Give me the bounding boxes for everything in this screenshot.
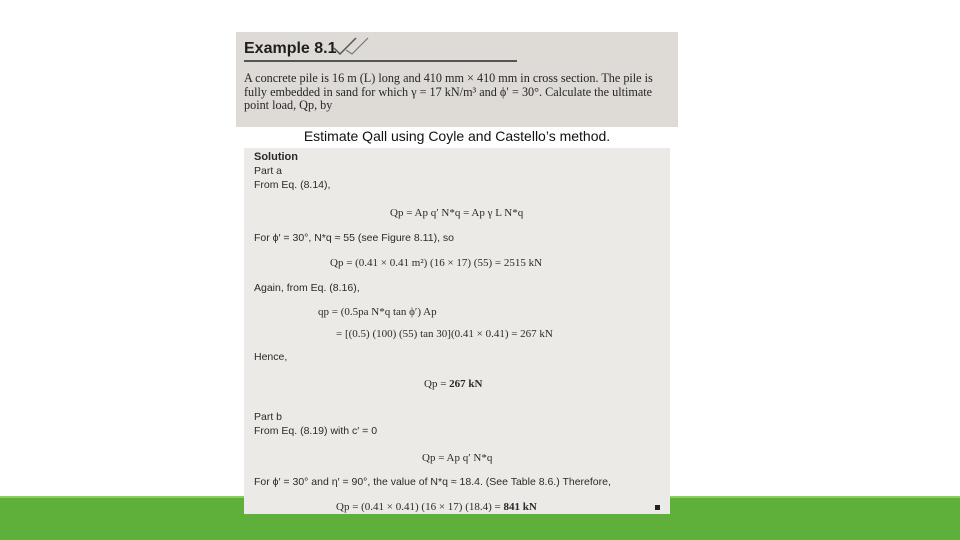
problem-scan-image	[236, 32, 678, 132]
equation-qp-part-b: Qp = Ap q′ N*q	[422, 452, 493, 464]
equation-qp-result-a	[424, 378, 482, 390]
equation-qp-result-a-label: Qp =	[424, 378, 450, 390]
for-phi-text: For ϕ′ = 30°, N*q ≈ 55 (see Figure 8.11), so	[254, 232, 454, 244]
slide-caption: Estimate Qall using Coyle and Castello’s method.	[236, 127, 678, 145]
part-a-label: Part a	[254, 165, 283, 177]
equation-qp-result-b-value: 841 kN	[503, 501, 537, 513]
part-b-label: Part b	[254, 411, 283, 423]
checkmark-icon	[332, 36, 372, 56]
for-phi-part-b-text: For ϕ′ = 30° and η′ = 90°, the value of N*q ≈ 18.4. (See Table 8.6.) Therefore,	[254, 476, 611, 488]
example-title: Example 8.1	[244, 40, 337, 57]
problem-statement: A concrete pile is 16 m (L) long and 410 mm × 410 mm in cross section. The pile is fully embedded in sand for which γ = 17 kN/m³ and ϕ′ = 30°. Calculate the ultimate point load, Qp, by	[244, 71, 653, 112]
again-from-eq-8-16: Again, from Eq. (8.16),	[254, 282, 360, 294]
end-of-example-mark	[655, 505, 660, 510]
equation-qp-2515: Qp = (0.41 × 0.41 m²) (16 × 17) (55) = 2515 kN	[330, 257, 543, 269]
equation-qp-result-b	[336, 501, 537, 513]
equation-qp-267: = [(0.5) (100) (55) tan 30](0.41 × 0.41) = 267 kN	[336, 328, 553, 340]
equation-qp-result-a-value: 267 kN	[449, 378, 483, 390]
from-eq-8-19: From Eq. (8.19) with c′ = 0	[254, 425, 378, 437]
solution-scan-image	[244, 148, 670, 514]
equation-qp-general: Qp = Ap q′ N*q = Ap γ L N*q	[390, 207, 524, 219]
hence-text: Hence,	[254, 351, 288, 363]
from-eq-8-14: From Eq. (8.14),	[254, 179, 331, 191]
solution-heading: Solution	[254, 151, 298, 163]
equation-qp-result-b-label: Qp = (0.41 × 0.41) (16 × 17) (18.4) =	[336, 501, 504, 513]
equation-qp-pa: qp = (0.5pa N*q tan ϕ′) Ap	[318, 306, 437, 318]
